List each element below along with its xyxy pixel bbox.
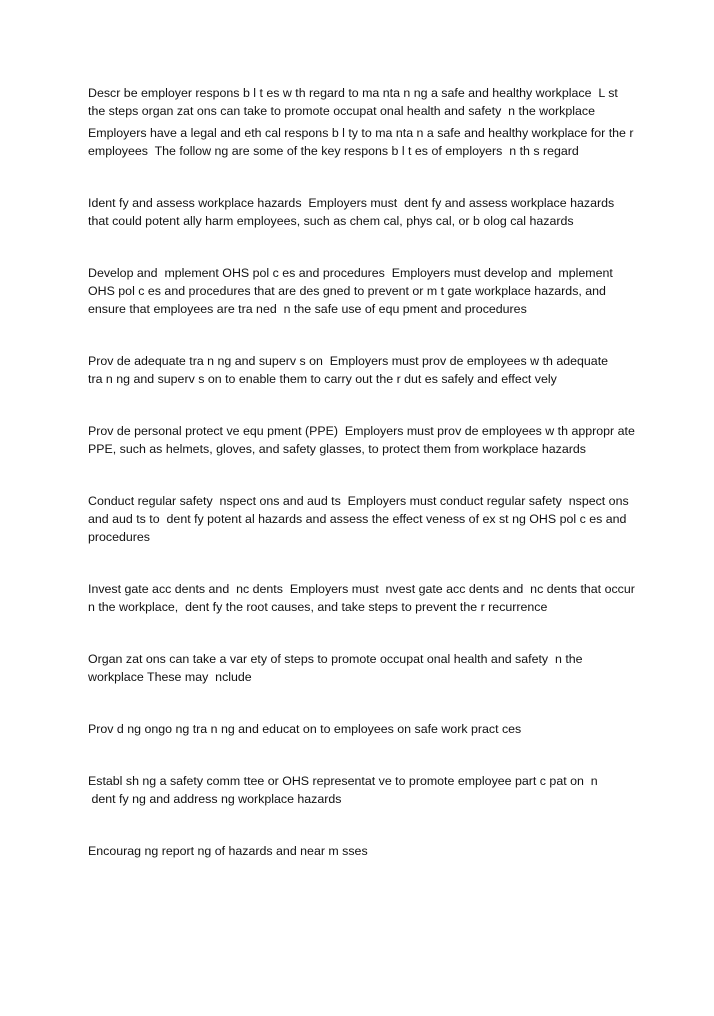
step-safety-committee: Establ sh ng a safety comm ttee or OHS representat ve to promote employee part c pat on n dent fy ng and address ng workplace hazards bbox=[88, 774, 598, 806]
responsibility-training: Prov de adequate tra n ng and superv s on Employers must prov de employees w th adequate tra n ng and superv s on to enable them to carry out the r dut es safely and effect vely bbox=[88, 354, 609, 386]
step-ongoing-training: Prov d ng ongo ng tra n ng and educat on to employees on safe work pract ces bbox=[88, 722, 522, 736]
question-paragraph: Descr be employer respons b l t es w th regard to ma nta n ng a safe and healthy workplace L st the steps organ zat ons can take to promote occupat onal health and safety n the workplace bbox=[88, 86, 622, 118]
responsibility-identify-hazards: Ident fy and assess workplace hazards Employers must dent fy and assess workplace hazards that could potent ally harm employees, such as chem cal, phys cal, or b olog cal hazards bbox=[88, 196, 618, 228]
steps-intro-paragraph: Organ zat ons can take a var ety of steps to promote occupat onal health and safety n the workplace These may nclude bbox=[88, 652, 587, 684]
responsibility-investigate: Invest gate acc dents and nc dents Employers must nvest gate acc dents and nc dents that occur n the workplace, dent fy the root causes, and take steps to prevent the r recurrence bbox=[88, 582, 642, 614]
intro-paragraph: Employers have a legal and eth cal respons b l ty to ma nta n a safe and healthy workplace for the r employees The follow ng are some of the key respons b l t es of employers n th s regard bbox=[88, 126, 637, 158]
responsibility-inspections: Conduct regular safety nspect ons and aud ts Employers must conduct regular safety nspect ons and aud ts to dent fy potent al hazards and assess the effect veness of ex st ng OHS pol c es and procedures bbox=[88, 494, 633, 544]
document-body bbox=[88, 84, 642, 860]
responsibility-ppe: Prov de personal protect ve equ pment (PPE) Employers must prov de employees w th appropr ate PPE, such as helmets, gloves, and safety glasses, to protect them from workplace hazards bbox=[88, 424, 639, 456]
step-reporting: Encourag ng report ng of hazards and near m sses bbox=[88, 844, 368, 858]
responsibility-ohs-policies: Develop and mplement OHS pol c es and procedures Employers must develop and mplement OHS pol c es and procedures that are des gned to prevent or m t gate workplace hazards, and ensure that employees are tra ned n the safe use of equ pment and procedures bbox=[88, 266, 617, 316]
